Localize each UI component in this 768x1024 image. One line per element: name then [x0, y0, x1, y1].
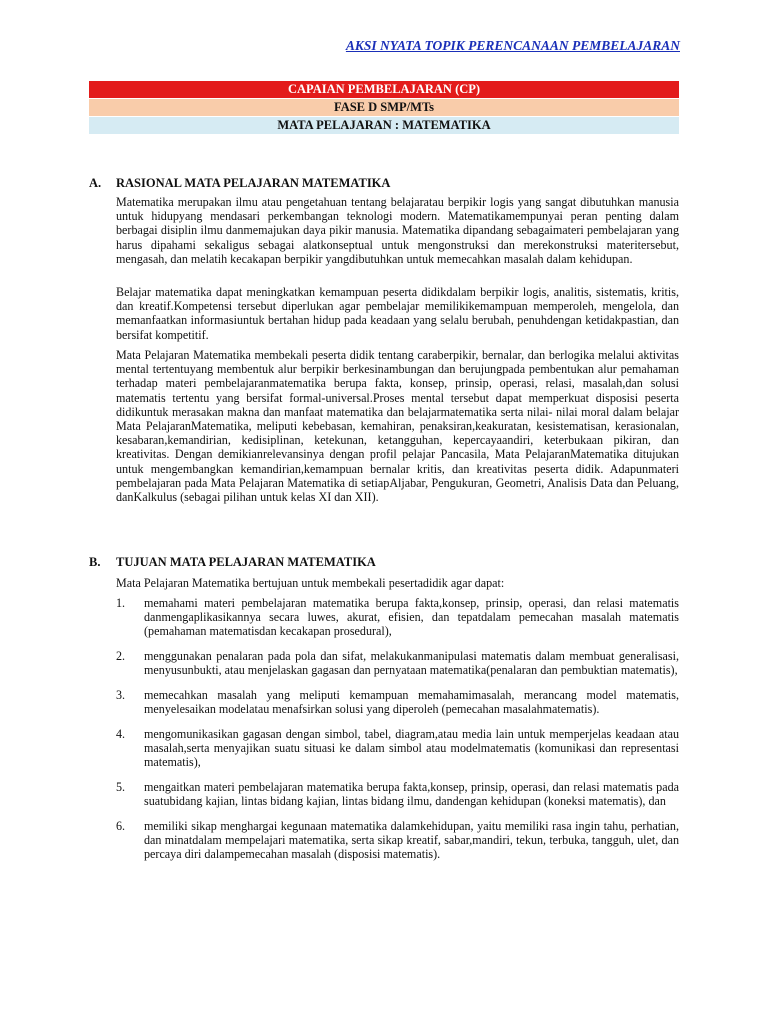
- list-item-number: 6.: [116, 818, 126, 833]
- fase-bar: FASE D SMP/MTs: [89, 99, 679, 116]
- list-item-number: 3.: [116, 688, 126, 703]
- list-item-number: 2.: [116, 649, 126, 664]
- section-a-paragraph-3: Mata Pelajaran Matematika membekali peserta didik tentang caraberpikir, bernalar, dan berlogika melalui aktivitas mental tertentuyang membentuk alur berpikir berkesinambungan dan berujungpada pembentukan alur pemahaman terhadap materi pembelajaranmatematika berupa fakta, konsep, prinsip, operasi, relasi, masalah,dan solusi matematis tertentu yang bersifat formal-universal.Proses mental tersebut dapat memperkuat disposisi peserta didikuntuk merasakan makna dan manfaat matematika dan belajarmatematika serta nilai- nilai moral dalam belajar Mata PelajaranMatematika, meliputi kebebasan, kemahiran, penaksiran,keakuratan, kesistematisan, kerasionalan, kesabaran,kemandirian, kedisiplinan, ketekunan, ketangguhan, kepercayaandiri, keterbukaan pikiran, dan kreativitas. Dengan demikianrelevansinya dengan profil pelajar Pancasila, Mata PelajaranMatematika ditujukan untuk mengembangkan kemandirian,kemampuan bernalar kritis, dan kreativitas peserta didik. Adapunmateri pembelajaran pada Mata Pelajaran Matematika di setiapAljabar, Pengukuran, Geometri, Analisis Data dan Peluang, danKalkulus (sebagai pilihan untuk kelas XI dan XII).: [116, 348, 679, 505]
- section-a-letter: A.: [89, 176, 102, 190]
- list-item-number: 4.: [116, 726, 126, 741]
- list-item-text: mengaitkan materi pembelajaran matematika berupa fakta,konsep, prinsip, operasi, dan relasi matematis pada suatubidang kajian, lintas bidang kajian, lintas bidang ilmu, dandengan kehidupan (koneksi matematis), dan: [144, 780, 679, 809]
- capaian-pembelajaran-bar: CAPAIAN PEMBELAJARAN (CP): [89, 81, 679, 98]
- list-item-text: memiliki sikap menghargai kegunaan matematika dalamkehidupan, yaitu memiliki rasa ingin tahu, perhatian, dan minatdalam mempelajari matematika, serta sikap kreatif, sabar,mandiri, tekun, terbuka, tangguh, ulet, dan percaya diri dalampemecahan masalah (disposisi matematis).: [144, 818, 679, 862]
- list-item-text: mengomunikasikan gagasan dengan simbol, tabel, diagram,atau media lain untuk memperjelas keadaan atau masalah,serta menyajikan suatu situasi ke dalam simbol atau modelmatematis (komunikasi dan representasi matematis),: [144, 726, 679, 770]
- section-b-heading: [89, 555, 376, 570]
- section-b-title: TUJUAN MATA PELAJARAN MATEMATIKA: [116, 555, 376, 569]
- list-item-number: 1.: [116, 596, 126, 610]
- list-item: [116, 819, 679, 862]
- list-item: [116, 780, 679, 808]
- list-item: [116, 649, 679, 677]
- list-item: [116, 596, 679, 639]
- section-b-letter: B.: [89, 555, 101, 569]
- list-item-text: menggunakan penalaran pada pola dan sifat, melakukanmanipulasi matematis dalam membuat generalisasi, menyusunbukti, atau menjelaskan gagasan dan pernyataan matematika(penalaran dan pembuktian matematis),: [144, 649, 679, 678]
- list-item: [116, 688, 679, 716]
- mata-pelajaran-bar: MATA PELAJARAN : MATEMATIKA: [89, 117, 679, 134]
- section-a-paragraph-1: Matematika merupakan ilmu atau pengetahuan tentang belajaratau berpikir logis yang sangat dibutuhkan manusia untuk hidupyang mendasari perkembangan teknologi modern. Matematikamempunyai peran penting dalam berbagai disiplin ilmu danmemajukan daya pikir manusia. Matematika dipandang sebagaimateri pembelajaran yang harus dipahami sekaligus sebagai alatkonseptual untuk mengonstruksi dan merekonstruksi materitersebut, mengasah, dan melatih kecakapan berpikir yangdibutuhkan untuk memecahkan masalah dalam kehidupan.: [116, 195, 679, 266]
- list-item-number: 5.: [116, 780, 126, 795]
- section-a-heading: [89, 176, 390, 191]
- list-item: [116, 727, 679, 770]
- list-item-text: memecahkan masalah yang meliputi kemampuan memahamimasalah, merancang model matematis, menyelesaikan modelatau menafsirkan solusi yang diperoleh (pemecahan masalahmatematis).: [144, 688, 679, 717]
- list-item-text: memahami materi pembelajaran matematika berupa fakta,konsep, prinsip, operasi, dan relasi matematis danmengaplikasikannya secara luwes, akurat, efisien, dan tepatdalam pemecahan masalah matematis (pemahaman matematisdan kecakapan prosedural),: [144, 596, 679, 639]
- section-a-title: RASIONAL MATA PELAJARAN MATEMATIKA: [116, 176, 391, 190]
- section-a-paragraph-2: Belajar matematika dapat meningkatkan kemampuan peserta didikdalam berpikir logis, analitis, sistematis, kritis, dan kreatif.Kompetensi tersebut diperlukan agar pembelajar memilikikemampuan memperoleh, mengelola, dan memanfaatkan informasiuntuk bertahan hidup pada keadaan yang selalu berubah, penuhdengan ketidakpastian, dan bersifat kompetitif.: [116, 285, 679, 342]
- document-header-title: AKSI NYATA TOPIK PERENCANAAN PEMBELAJARAN: [345, 38, 680, 53]
- tujuan-list: [116, 596, 679, 872]
- section-b-intro: Mata Pelajaran Matematika bertujuan untuk membekali pesertadidik agar dapat:: [116, 576, 505, 590]
